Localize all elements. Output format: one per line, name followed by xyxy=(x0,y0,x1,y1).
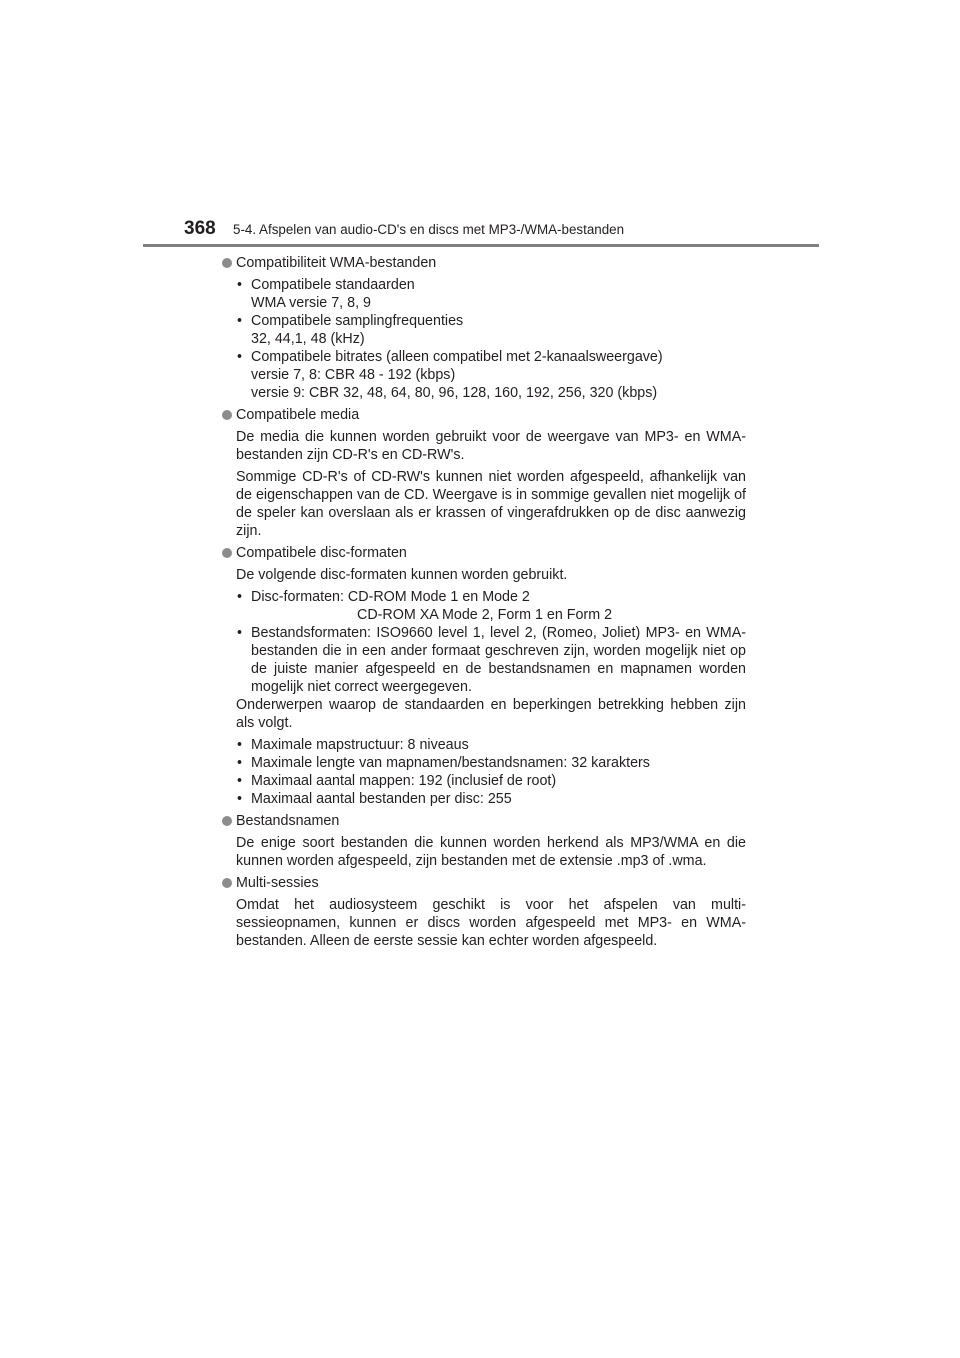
list-item: • Compatibele bitrates (alleen compatibel met 2-kanaalsweergave) versie 7, 8: CBR 48 - 192 (kbps) versie 9: CBR 32, 48, 64, 80, 96, 128, 160, 192, 256, 320 (kbps) xyxy=(236,348,746,402)
section-heading: Compatibele media xyxy=(222,406,746,424)
page-number: 368 xyxy=(184,218,216,239)
paragraph: De media die kunnen worden gebruikt voor de weergave van MP3- en WMA-bestanden zijn CD-R's en CD-RW's. xyxy=(236,429,746,463)
paragraph: De volgende disc-formaten kunnen worden gebruikt. xyxy=(236,567,568,583)
section-disc-formats xyxy=(222,544,746,808)
section-heading: Compatibele disc-formaten xyxy=(222,544,746,562)
list-item: • Compatibele samplingfrequenties 32, 44,1, 48 (kHz) xyxy=(236,312,746,348)
list-item: • Compatibele standaarden WMA versie 7, 8, 9 xyxy=(236,276,746,312)
format-list xyxy=(236,588,746,696)
chapter-title: 5-4. Afspelen van audio-CD's en discs met MP3-/WMA-bestanden xyxy=(233,222,625,237)
header-rule xyxy=(143,244,819,247)
paragraph: Onderwerpen waarop de standaarden en beperkingen betrekking hebben zijn als volgt. xyxy=(236,697,746,731)
circle-bullet-icon xyxy=(222,878,232,888)
list-item: • Disc-formaten: CD-ROM Mode 1 en Mode 2 CD-ROM XA Mode 2, Form 1 en Form 2 xyxy=(236,588,746,624)
section-filenames xyxy=(222,812,746,870)
section-wma-compat xyxy=(222,254,746,402)
section-heading: Multi-sessies xyxy=(222,874,746,892)
section-media xyxy=(222,406,746,540)
circle-bullet-icon xyxy=(222,816,232,826)
paragraph: Omdat het audiosysteem geschikt is voor het afspelen van multi-sessieopnamen, kunnen er discs worden afgespeeld met MP3- en WMA-bestanden. Alleen de eerste sessie kan echter worden afgespeeld. xyxy=(236,897,746,949)
section-heading: Compatibiliteit WMA-bestanden xyxy=(222,254,746,272)
circle-bullet-icon xyxy=(222,258,232,268)
list-item: • Maximaal aantal bestanden per disc: 255 xyxy=(236,790,746,808)
page-content xyxy=(222,254,746,954)
paragraph: Sommige CD-R's of CD-RW's kunnen niet worden afgespeeld, afhankelijk van de eigenschappen van de CD. Weergave is in sommige gevallen niet mogelijk of de speler kan overslaan als er krassen of vingerafdrukken op de disc aanwezig zijn. xyxy=(236,469,746,539)
section-heading: Bestandsnamen xyxy=(222,812,746,830)
circle-bullet-icon xyxy=(222,410,232,420)
restriction-list xyxy=(236,736,746,808)
paragraph: De enige soort bestanden die kunnen worden herkend als MP3/WMA en die kunnen worden afgespeeld, zijn bestanden met de extensie .mp3 of .wma. xyxy=(236,835,746,869)
circle-bullet-icon xyxy=(222,548,232,558)
list-item: • Maximale mapstructuur: 8 niveaus xyxy=(236,736,746,754)
spec-list xyxy=(236,276,746,402)
list-item: • Maximale lengte van mapnamen/bestandsnamen: 32 karakters xyxy=(236,754,746,772)
list-item: • Bestandsformaten: ISO9660 level 1, level 2, (Romeo, Joliet) MP3- en WMA-bestanden die in een ander formaat geschreven zijn, worden mogelijk niet op de juiste manier afgespeeld en de bestandsnamen en mapnamen worden mogelijk niet correct weergegeven. xyxy=(236,624,746,696)
section-multisession xyxy=(222,874,746,950)
list-item: • Maximaal aantal mappen: 192 (inclusief de root) xyxy=(236,772,746,790)
